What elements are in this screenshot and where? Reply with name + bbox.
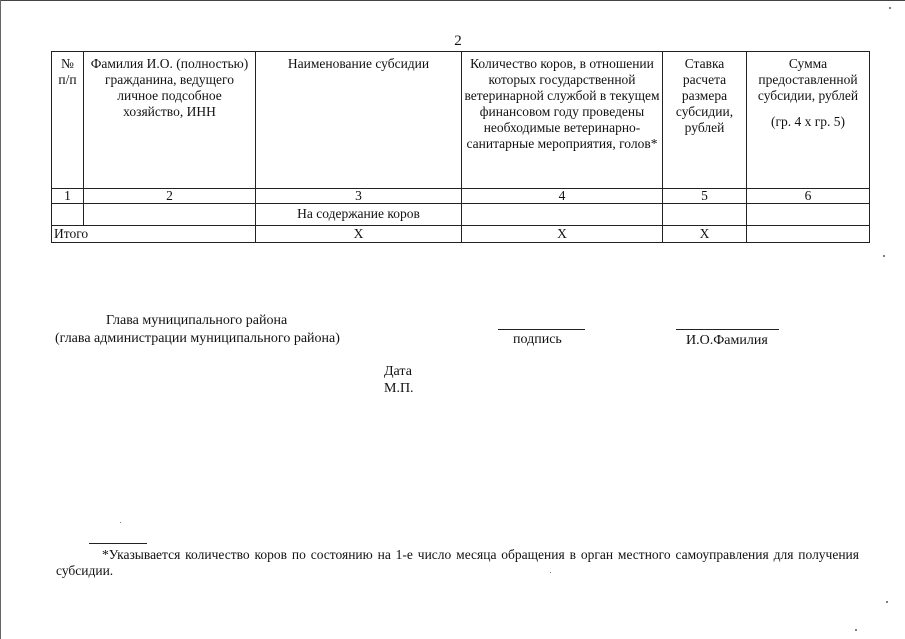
column-number: 3 bbox=[256, 189, 462, 204]
column-number: 6 bbox=[747, 189, 870, 204]
scan-speck bbox=[120, 522, 121, 523]
table-header-row bbox=[52, 52, 870, 189]
total-label: Итого bbox=[52, 226, 256, 243]
header-subsidy-name: Наименование субсидии bbox=[256, 52, 462, 189]
header-citizen-name: Фамилия И.О. (полностью) гражданина, ведущего личное подсобное хозяйство, ИНН bbox=[84, 52, 256, 189]
page-number: 2 bbox=[454, 33, 462, 49]
column-number: 4 bbox=[462, 189, 663, 204]
header-subsidy-amount: Сумма предоставленной субсидии, рублей (гр. 4 х гр. 5) bbox=[747, 52, 870, 189]
footnote: *Указывается количество коров по состоянию на 1-е число месяца обращения в орган местного самоуправления для получения субсидии. bbox=[56, 547, 859, 578]
signatory-title-alt: (глава администрации муниципального района) bbox=[55, 331, 340, 346]
scan-speck bbox=[883, 255, 885, 257]
header-amount-formula: (гр. 4 х гр. 5) bbox=[770, 114, 846, 129]
footnote-rule bbox=[89, 543, 147, 544]
scan-speck bbox=[855, 629, 857, 631]
header-rate: Ставка расчета размера субсидии, рублей bbox=[663, 52, 747, 189]
cell-row-number bbox=[52, 204, 84, 226]
signatory-title: Глава муниципального района bbox=[106, 313, 288, 328]
total-cell-cow-count: Х bbox=[462, 226, 663, 243]
cell-subsidy-name: На содержание коров bbox=[256, 204, 462, 226]
scan-speck bbox=[889, 7, 891, 9]
column-number: 5 bbox=[663, 189, 747, 204]
cell-citizen-name bbox=[84, 204, 256, 226]
cell-rate bbox=[663, 204, 747, 226]
page-edge-top bbox=[0, 0, 905, 1]
total-cell-amount bbox=[747, 226, 870, 243]
column-number: 2 bbox=[84, 189, 256, 204]
name-caption: И.О.Фамилия bbox=[686, 333, 768, 348]
header-cow-count: Количество коров, в отношении которых государственной ветеринарной службой в текущем финансовом году проведены необходимые ветеринарно-санитарные мероприятия, голов* bbox=[462, 52, 663, 189]
stamp-label: М.П. bbox=[384, 381, 414, 396]
scan-speck bbox=[550, 572, 551, 573]
subsidy-table bbox=[51, 51, 870, 243]
total-cell-subsidy-name: Х bbox=[256, 226, 462, 243]
date-label: Дата bbox=[384, 364, 412, 379]
cell-subsidy-amount bbox=[747, 204, 870, 226]
total-cell-rate: Х bbox=[663, 226, 747, 243]
page-edge-left bbox=[0, 0, 1, 639]
table-row bbox=[52, 204, 870, 226]
column-number-row bbox=[52, 189, 870, 204]
total-row bbox=[52, 226, 870, 243]
signature-caption: подпись bbox=[513, 332, 562, 347]
cell-cow-count bbox=[462, 204, 663, 226]
name-line bbox=[676, 329, 779, 330]
signature-line bbox=[498, 329, 585, 330]
scan-speck bbox=[886, 601, 888, 603]
header-row-number: № п/п bbox=[52, 52, 84, 189]
column-number: 1 bbox=[52, 189, 84, 204]
